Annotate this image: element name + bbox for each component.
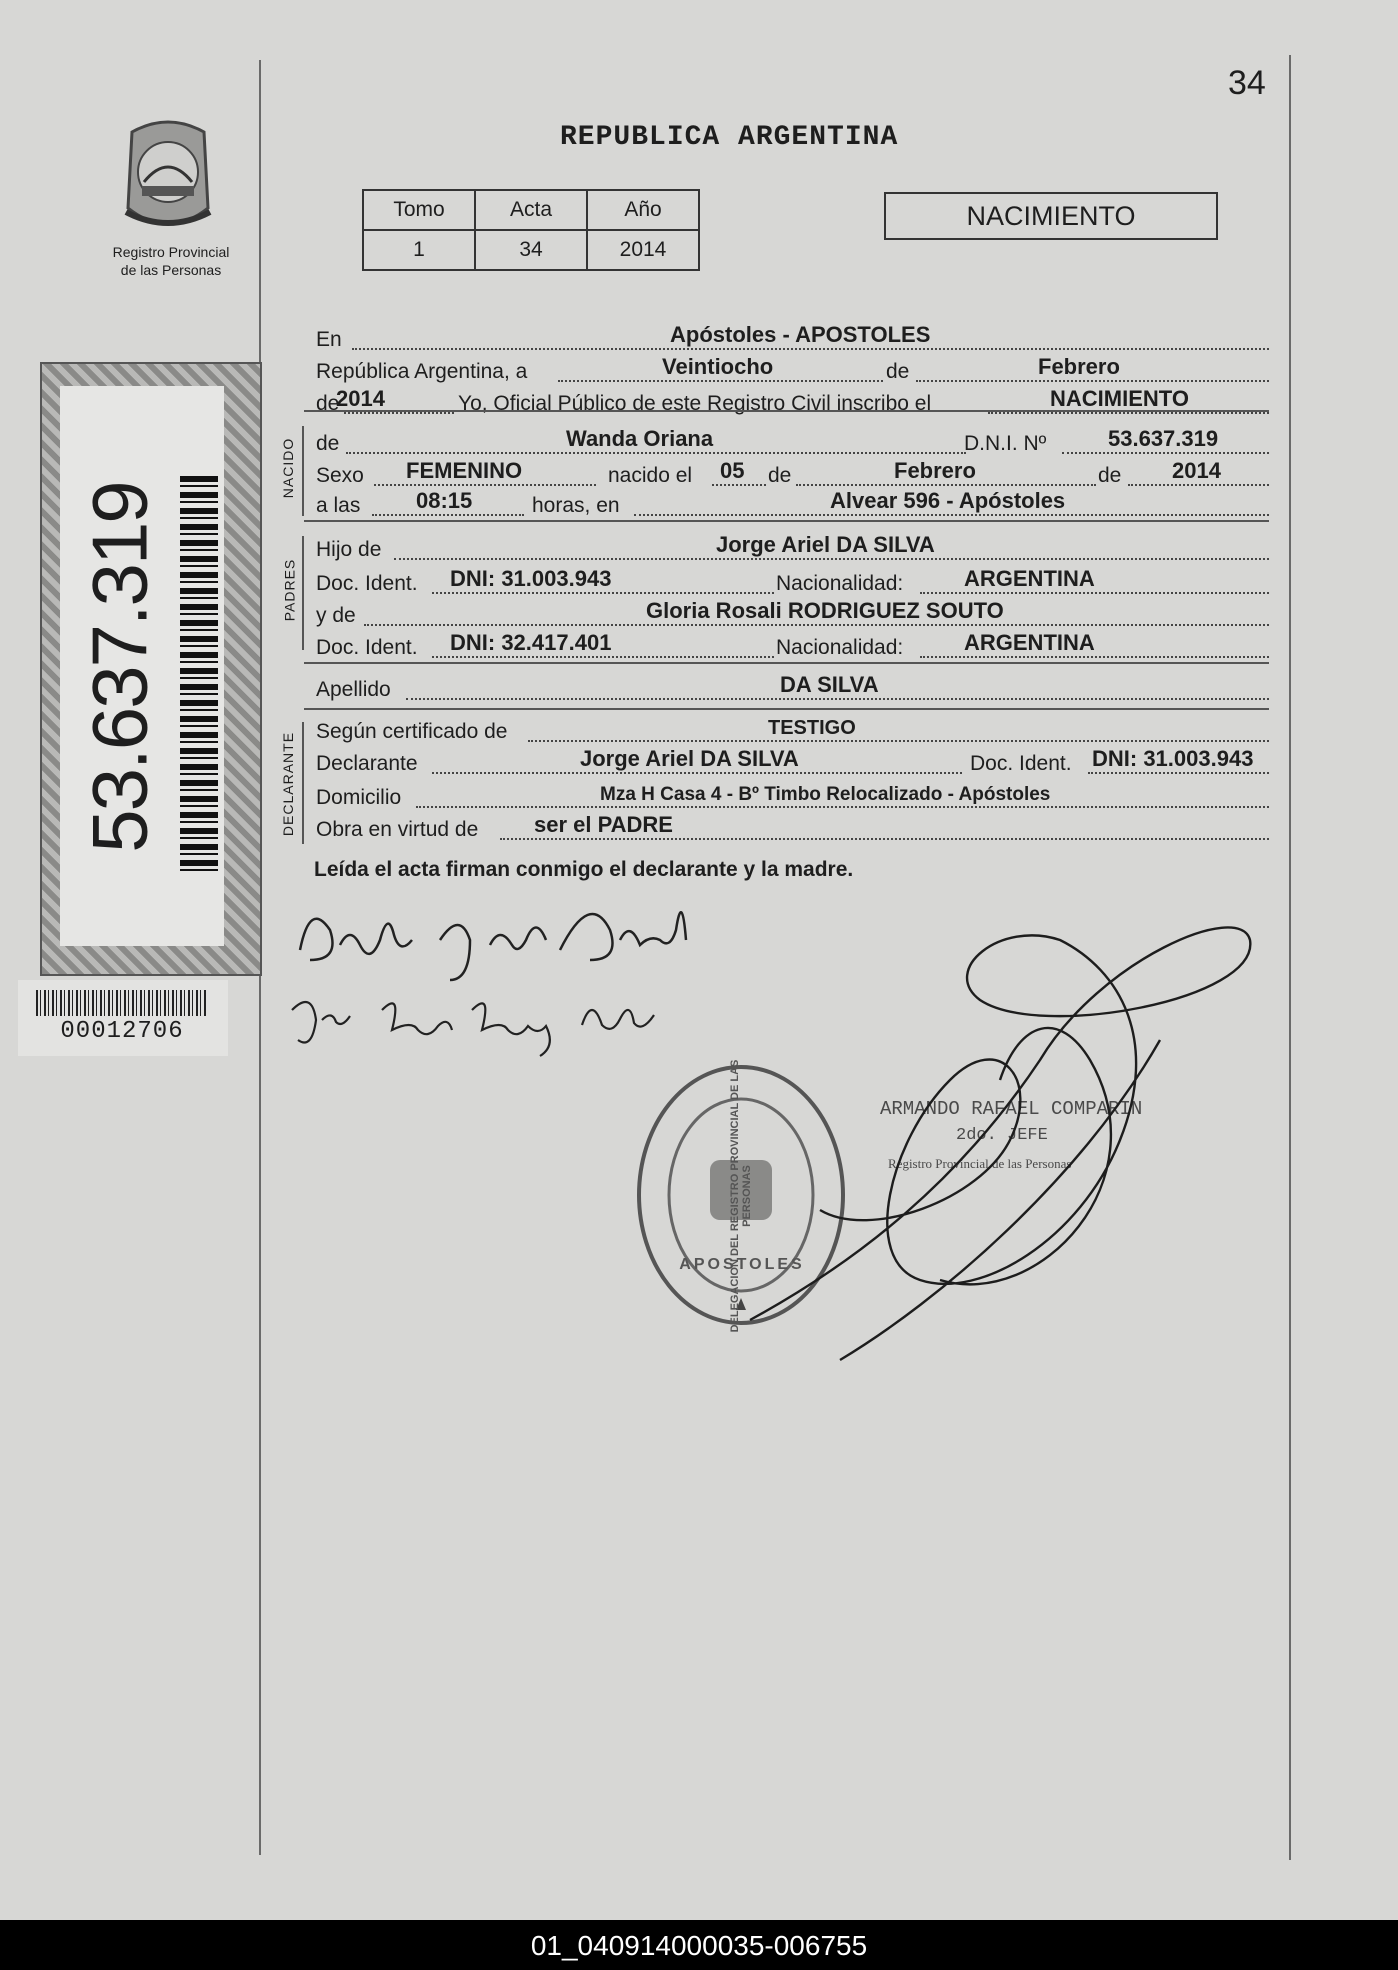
serial-number: 00012706 bbox=[60, 1018, 184, 1045]
born-de-label-2: de bbox=[768, 464, 792, 487]
intro-year: 2014 bbox=[336, 386, 385, 411]
declarant-label: Declarante bbox=[316, 752, 418, 775]
value-acta: 34 bbox=[475, 230, 587, 270]
born-month: Febrero bbox=[894, 458, 976, 483]
declarant-doc: DNI: 31.003.943 bbox=[1092, 746, 1254, 771]
declarant-doc-label: Doc. Ident. bbox=[970, 752, 1072, 775]
seal-ring-text: DELEGACION DEL REGISTRO PROVINCIAL DE LAS PERSONAS bbox=[729, 1059, 753, 1333]
row-address bbox=[316, 782, 1269, 812]
signature-mother bbox=[282, 980, 702, 1060]
separator-parents bbox=[304, 520, 1269, 522]
signature-mother-drawing bbox=[282, 980, 702, 1060]
father-doc: DNI: 31.003.943 bbox=[450, 566, 612, 591]
row-surname bbox=[316, 674, 1269, 704]
footer-band bbox=[0, 1920, 1398, 1970]
official-office: Registro Provincial de las Personas bbox=[888, 1156, 1072, 1171]
serial-barcode-bars bbox=[36, 990, 208, 1016]
row-father-doc bbox=[316, 568, 1269, 598]
cert-value: TESTIGO bbox=[768, 717, 856, 739]
section-label-parents: PADRES bbox=[281, 558, 298, 622]
record-table bbox=[362, 189, 700, 271]
official-signature bbox=[740, 880, 1260, 1380]
page-number: 34 bbox=[1228, 64, 1266, 102]
issuer-line-1: Registro Provincial bbox=[112, 244, 230, 260]
country-title: REPUBLICA ARGENTINA bbox=[560, 122, 899, 153]
born-place: Alvear 596 - Apóstoles bbox=[830, 488, 1066, 513]
born-dni: 53.637.319 bbox=[1108, 426, 1219, 451]
declarant-address: Mza H Casa 4 - Bº Timbo Relocalizado - Apóstoles bbox=[600, 784, 1051, 805]
father-nationality-label: Nacionalidad: bbox=[776, 572, 904, 595]
barcode-label-panel bbox=[60, 386, 224, 946]
cert-label: Según certificado de bbox=[316, 720, 508, 743]
signature-declarant bbox=[290, 890, 730, 990]
row-declarant bbox=[316, 748, 1269, 778]
born-de-label-3: de bbox=[1098, 464, 1122, 487]
father-name: Jorge Ariel DA SILVA bbox=[716, 532, 935, 557]
intro-event: NACIMIENTO bbox=[1050, 386, 1189, 411]
closing-statement: Leída el acta firman conmigo el declarante y la madre. bbox=[314, 858, 854, 881]
row-father-name bbox=[316, 534, 1269, 564]
intro-month: Febrero bbox=[1038, 354, 1120, 379]
record-table-value-row bbox=[363, 230, 699, 270]
mother-nationality: ARGENTINA bbox=[964, 630, 1095, 655]
sex-label: Sexo bbox=[316, 464, 364, 487]
born-sex: FEMENINO bbox=[406, 458, 523, 483]
separator-born bbox=[304, 410, 1269, 412]
row-statement bbox=[316, 388, 1269, 418]
row-born-sex bbox=[316, 460, 1269, 490]
time-label: a las bbox=[316, 494, 361, 517]
row-born-name bbox=[316, 428, 1269, 458]
address-label: Domicilio bbox=[316, 786, 402, 809]
father-doc-label: Doc. Ident. bbox=[316, 572, 418, 595]
declarant-name: Jorge Ariel DA SILVA bbox=[580, 746, 799, 771]
emblem-icon bbox=[112, 112, 224, 240]
separator-surname bbox=[304, 662, 1269, 664]
signature-declarant-drawing bbox=[290, 890, 730, 990]
row-date bbox=[316, 356, 1269, 386]
section-label-declarant: DECLARANTE bbox=[280, 731, 297, 837]
and-label: y de bbox=[316, 604, 356, 627]
statement-text: Yo, Oficial Público de este Registro Civil inscribo el bbox=[458, 392, 932, 415]
born-de-label: de bbox=[316, 432, 340, 455]
record-type-box: NACIMIENTO bbox=[884, 192, 1218, 240]
surname-value: DA SILVA bbox=[780, 672, 879, 697]
section-label-born: NACIDO bbox=[280, 437, 297, 499]
born-on-label: nacido el bbox=[608, 464, 693, 487]
row-place bbox=[316, 324, 1269, 354]
republic-label: República Argentina, a bbox=[316, 360, 528, 383]
born-day: 05 bbox=[720, 458, 745, 483]
en-label: En bbox=[316, 328, 342, 351]
row-certificate bbox=[316, 716, 1269, 746]
de-label-1: de bbox=[886, 360, 910, 383]
serial-label bbox=[18, 980, 228, 1056]
separator-declarant bbox=[304, 708, 1269, 710]
record-table-header-row bbox=[363, 190, 699, 230]
surname-label: Apellido bbox=[316, 678, 391, 701]
child-of-label: Hijo de bbox=[316, 538, 382, 561]
official-signature-drawing bbox=[740, 880, 1260, 1380]
intro-place: Apóstoles - APOSTOLES bbox=[670, 322, 931, 347]
province-emblem bbox=[112, 112, 224, 240]
footer-code: 01_040914000035-006755 bbox=[530, 1930, 868, 1961]
mother-doc-label: Doc. Ident. bbox=[316, 636, 418, 659]
row-born-time bbox=[316, 490, 1269, 520]
born-name: Wanda Oriana bbox=[566, 426, 714, 451]
row-mother-name bbox=[316, 600, 1269, 630]
issuer-line-2: de las Personas bbox=[120, 262, 222, 278]
reason-label: Obra en virtud de bbox=[316, 818, 479, 841]
de-label-2: de bbox=[316, 392, 340, 415]
born-time: 08:15 bbox=[416, 488, 473, 513]
right-margin-rule bbox=[1289, 55, 1291, 1860]
hours-label: horas, en bbox=[532, 494, 620, 517]
row-mother-doc bbox=[316, 632, 1269, 662]
official-name: ARMANDO RAFAEL COMPARIN bbox=[880, 1098, 1143, 1120]
row-reason bbox=[316, 814, 1269, 844]
father-nationality: ARGENTINA bbox=[964, 566, 1095, 591]
header-anio: Año bbox=[587, 190, 699, 230]
intro-day: Veintiocho bbox=[662, 354, 774, 379]
dni-label: D.N.I. Nº bbox=[964, 432, 1047, 455]
mother-name: Gloria Rosali RODRIGUEZ SOUTO bbox=[646, 598, 1004, 623]
born-year: 2014 bbox=[1172, 458, 1221, 483]
mother-nationality-label: Nacionalidad: bbox=[776, 636, 904, 659]
barcode-number: 53.637.319 bbox=[75, 482, 164, 853]
seal-city: APOSTOLES bbox=[679, 1256, 805, 1273]
header-acta: Acta bbox=[475, 190, 587, 230]
header-tomo: Tomo bbox=[363, 190, 475, 230]
mother-doc: DNI: 32.417.401 bbox=[450, 630, 612, 655]
barcode-bars bbox=[180, 476, 218, 876]
declarant-reason: ser el PADRE bbox=[534, 812, 673, 837]
value-anio: 2014 bbox=[587, 230, 699, 270]
official-title: 2do. JEFE bbox=[956, 1126, 1048, 1145]
barcode-sticker bbox=[40, 362, 262, 976]
value-tomo: 1 bbox=[363, 230, 475, 270]
